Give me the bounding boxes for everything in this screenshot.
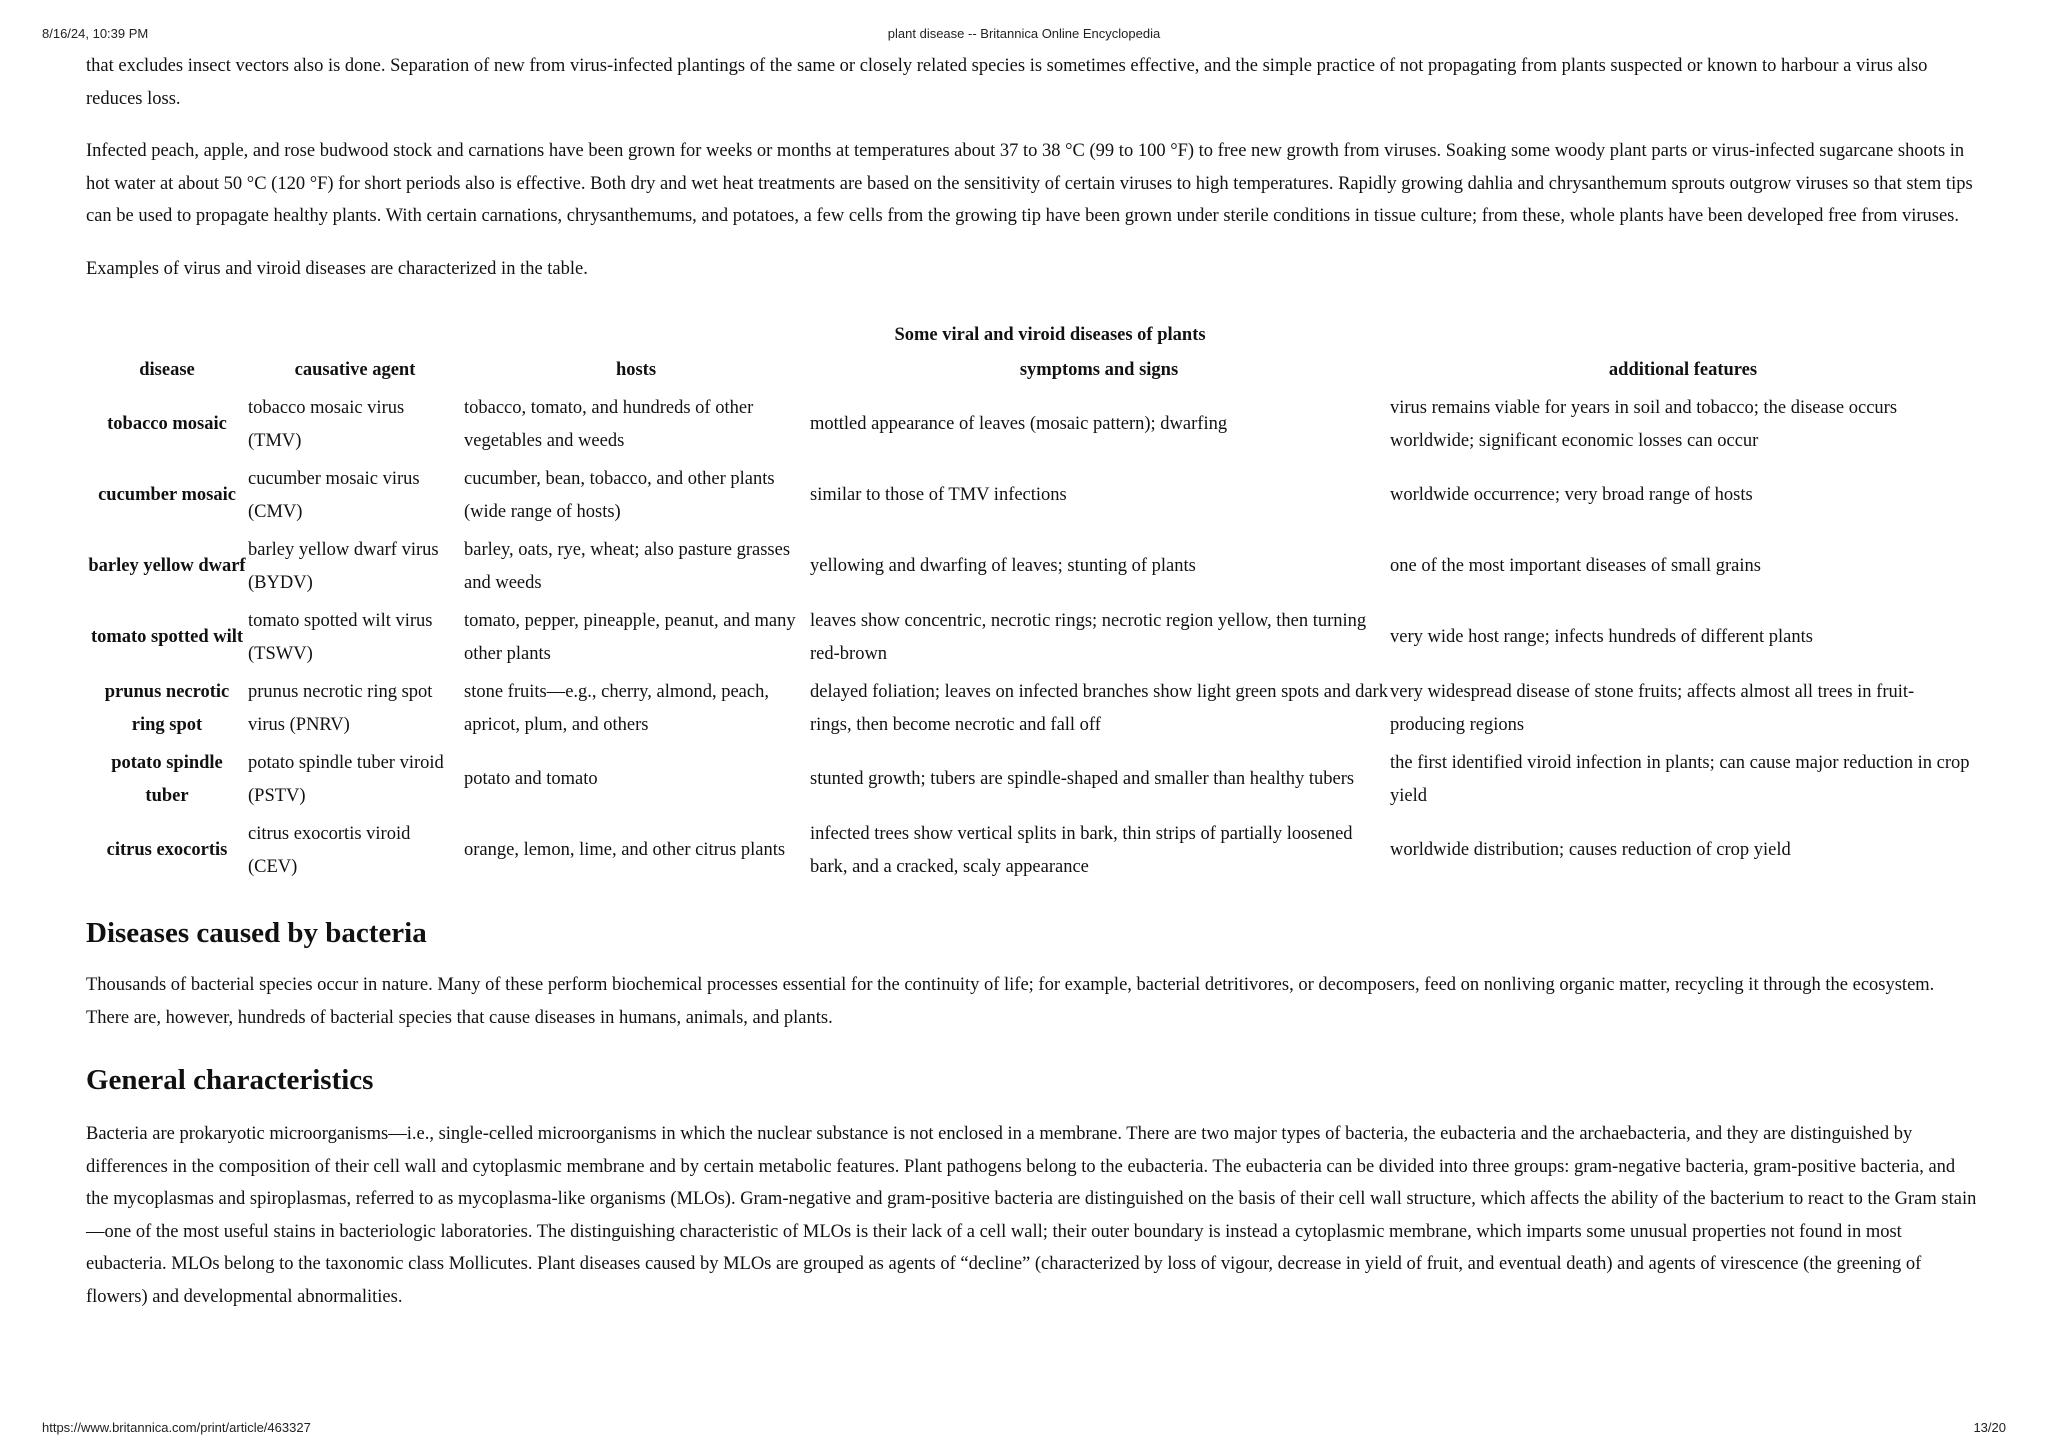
table-row (88, 674, 1976, 745)
column-header: hosts (615, 359, 657, 380)
column-header: disease (139, 359, 195, 380)
hosts: potato and tomato (464, 769, 598, 790)
hosts: tomato, pepper, pineapple, peanut, and many other plants (464, 611, 796, 664)
table-header-row (88, 352, 1976, 391)
paragraph-virus-control: that excludes insect vectors also is done. Separation of new from virus-infected plantings of the same or closely related species is sometimes effective, and the simple practice of not propagating from plants suspected or known to harbour a virus also reduces loss. (86, 56, 1928, 109)
table-row (88, 603, 1976, 674)
heading-general-characteristics: General characteristics (86, 1064, 374, 1096)
print-page-title: plant disease -- Britannica Online Encyclopedia (887, 26, 1161, 41)
article-content (86, 50, 1978, 1333)
hosts: stone fruits—e.g., cherry, almond, peach, apricot, plum, and others (464, 682, 769, 735)
disease-name: prunus necrotic ring spot (104, 682, 230, 735)
symptoms: similar to those of TMV infections (810, 485, 1067, 506)
additional-features: very widespread disease of stone fruits; affects almost all trees in fruit-producing regions (1390, 682, 1915, 735)
symptoms: stunted growth; tubers are spindle-shaped and smaller than healthy tubers (810, 769, 1355, 790)
symptoms: yellowing and dwarfing of leaves; stunting of plants (810, 556, 1196, 577)
causative-agent: tobacco mosaic virus (TMV) (248, 398, 405, 451)
table-row (88, 745, 1976, 816)
table-row (88, 816, 1976, 887)
paragraph-bacteria-intro: Thousands of bacterial species occur in nature. Many of these perform biochemical processes essential for the continuity of life; for example, bacterial detritivores, or decomposers, feed on nonliving organic matter, recycling it through the ecosystem. There are, however, hundreds of bacterial species that cause diseases in humans, animals, and plants. (86, 975, 1935, 1028)
causative-agent: tomato spotted wilt virus (TSWV) (248, 611, 433, 664)
table-caption: Some viral and viroid diseases of plants (894, 325, 1206, 345)
heading-diseases-bacteria: Diseases caused by bacteria (86, 917, 427, 949)
hosts: cucumber, bean, tobacco, and other plants (wide range of hosts) (464, 469, 775, 522)
additional-features: very wide host range; infects hundreds of different plants (1390, 627, 1813, 648)
disease-name: citrus exocortis (106, 840, 228, 861)
hosts: barley, oats, rye, wheat; also pasture grasses and weeds (464, 540, 791, 593)
disease-name: potato spindle tuber (111, 753, 223, 806)
symptoms: leaves show concentric, necrotic rings; necrotic region yellow, then turning red-brown (810, 611, 1367, 664)
paragraph-general-characteristics: Bacteria are prokaryotic microorganisms—i.e., single-celled microorganisms in which the nuclear substance is not enclosed in a membrane. There are two major types of bacteria, the eubacteria and the archaebacteria, and they are distinguished by differences in the composition of their cell wall and cytoplasmic membrane and by certain metabolic features. Plant pathogens belong to the eubacteria. The eubacteria can be divided into three groups: gram-negative bacteria, gram-positive bacteria, and the mycoplasmas and spiroplasmas, referred to as mycoplasma-like organisms (MLOs). Gram-negative and gram-positive bacteria are distinguished on the basis of their cell wall structure, which affects the ability of the bacterium to react to the Gram stain—one of the most useful stains in bacteriologic laboratories. The distinguishing characteristic of MLOs is their lack of a cell wall; their outer boundary is instead a cytoplasmic membrane, which imparts some unusual properties not found in most eubacteria. MLOs belong to the taxonomic class Mollicutes. Plant diseases caused by MLOs are grouped as agents of “decline” (characterized by loss of vigour, decrease in yield of fruit, and eventual death) and agents of virescence (the greening of flowers) and developmental abnormalities. (86, 1124, 1977, 1307)
symptoms: infected trees show vertical splits in bark, thin strips of partially loosened bark, and a cracked, scaly appearance (810, 824, 1353, 877)
additional-features: the first identified viroid infection in plants; can cause major reduction in crop yield (1390, 753, 1970, 806)
hosts: tobacco, tomato, and hundreds of other vegetables and weeds (464, 398, 754, 451)
disease-name: tomato spotted wilt (90, 627, 244, 648)
causative-agent: cucumber mosaic virus (CMV) (248, 469, 420, 522)
paragraph-table-intro: Examples of virus and viroid diseases are characterized in the table. (86, 258, 588, 279)
print-url: https://www.britannica.com/print/article/463327 (42, 1420, 311, 1435)
table-row (88, 532, 1976, 603)
table-row (88, 461, 1976, 532)
viral-diseases-table (86, 305, 1978, 887)
page-number: 13/20 (1973, 1420, 2006, 1435)
table-row (88, 390, 1976, 461)
hosts: orange, lemon, lime, and other citrus plants (464, 840, 786, 861)
disease-name: cucumber mosaic (98, 485, 236, 506)
disease-name: barley yellow dwarf (88, 556, 246, 577)
additional-features: worldwide occurrence; very broad range of hosts (1390, 485, 1753, 506)
disease-name: tobacco mosaic (107, 414, 227, 435)
column-header: symptoms and signs (1019, 359, 1179, 380)
paragraph-heat-treatment: Infected peach, apple, and rose budwood stock and carnations have been grown for weeks or months at temperatures about 37 to 38 °C (99 to 100 °F) to free new growth from viruses. Soaking some woody plant parts or virus-infected sugarcane shoots in hot water at about 50 °C (120 °F) for short periods also is effective. Both dry and wet heat treatments are based on the sensitivity of certain viruses to high temperatures. Rapidly growing dahlia and chrysanthemum sprouts outgrow viruses so that stem tips can be used to propagate healthy plants. With certain carnations, chrysanthemums, and potatoes, a few cells from the growing tip have been grown under sterile conditions in tissue culture; from these, whole plants have been developed free from viruses. (86, 141, 1973, 226)
column-header: additional features (1608, 359, 1758, 380)
additional-features: virus remains viable for years in soil and tobacco; the disease occurs worldwide; significant economic losses can occur (1390, 398, 1898, 451)
causative-agent: prunus necrotic ring spot virus (PNRV) (248, 682, 433, 735)
additional-features: one of the most important diseases of small grains (1390, 556, 1761, 577)
causative-agent: citrus exocortis viroid (CEV) (248, 824, 411, 877)
causative-agent: potato spindle tuber viroid (PSTV) (248, 753, 444, 806)
causative-agent: barley yellow dwarf virus (BYDV) (248, 540, 439, 593)
additional-features: worldwide distribution; causes reduction of crop yield (1390, 840, 1791, 861)
symptoms: delayed foliation; leaves on infected branches show light green spots and dark rings, then become necrotic and fall off (810, 682, 1388, 735)
symptoms: mottled appearance of leaves (mosaic pattern); dwarfing (810, 414, 1228, 435)
column-header: causative agent (294, 359, 416, 380)
print-datetime: 8/16/24, 10:39 PM (42, 26, 149, 41)
